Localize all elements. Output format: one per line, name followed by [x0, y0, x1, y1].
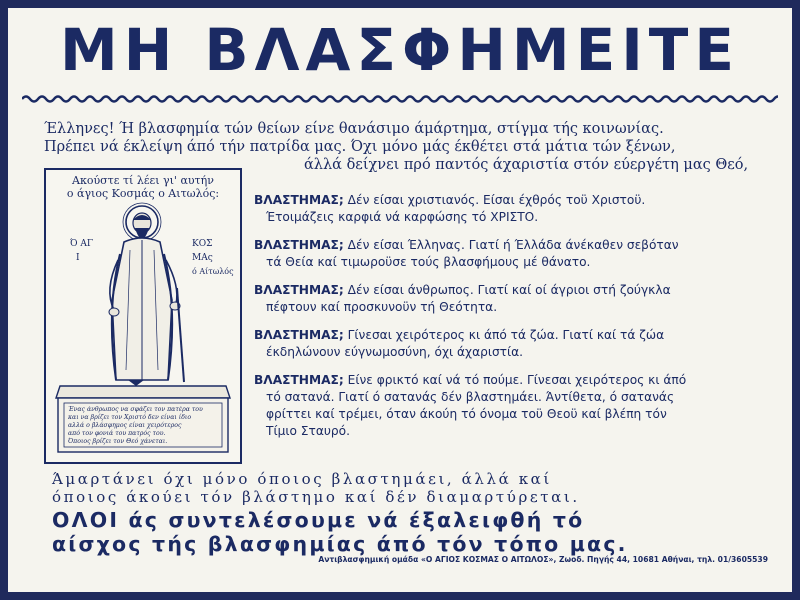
point-item [254, 372, 774, 440]
plaque-line: Ένας άνθρωπος να σφάζει τον πατέρα του [68, 406, 203, 413]
call-to-action [52, 508, 772, 556]
svg-text:ό Αίτωλός: ό Αίτωλός [192, 267, 234, 276]
plaque-line: και να βρίζει τον Χριστό δεν είναι ίδιο [68, 414, 192, 421]
intro-paragraph [44, 120, 774, 174]
point-key: ΒΛΑΣΤΗΜΑΣ; [254, 328, 344, 342]
point-text: πέφτουν καί προσκυνοϋν τή Θεότητα. [266, 300, 498, 314]
point-item [254, 237, 774, 271]
caption-line: ο άγιος Κοσμάς ο Αιτωλός: [66, 187, 220, 200]
point-key: ΒΛΑΣΤΗΜΑΣ; [254, 283, 344, 297]
call-line: αίσχος τής βλασφημίας άπό τόν τόπο μας. [52, 532, 628, 556]
point-item [254, 282, 774, 316]
point-text: Είνε φρικτό καί νά τό πούμε. Γίνεσαι χειρότερος κι άπό [347, 373, 687, 387]
points-list [254, 192, 774, 451]
svg-text:Ό ΑΓ: Ό ΑΓ [70, 239, 94, 249]
point-text: Δέν είσαι χριστιανός. Είσαι έχθρός τοϋ Χριστοϋ. [347, 193, 646, 207]
svg-text:ΚΟΣ: ΚΟΣ [192, 239, 213, 249]
poster [8, 8, 792, 592]
point-text: έκδηλώνουν εύγνωμοσύνη, όχι άχαριστία. [266, 345, 524, 359]
intro-line: Έλληνες! Ή βλασφημία τών θείων είνε θανάσιμο άμάρτημα, στίγμα τής κοινωνίας. [44, 121, 664, 137]
intro-line: άλλά δείχνει πρό παντός άχαριστία στόν εύεργέτη μας Θεό, [304, 157, 749, 173]
point-text: τό σατανά. Γιατί ό σατανάς δέν βλαστημάει. Άντίθετα, ό σατανάς [266, 390, 675, 404]
saint-illustration [44, 168, 242, 464]
caption-line: Ακούστε τί λέει γι' αυτήν [72, 174, 214, 187]
plaque-text [68, 406, 220, 446]
point-key: ΒΛΑΣΤΗΜΑΣ; [254, 373, 344, 387]
plaque-line: Όποιος βρίζει τον Θεό χάνεται. [68, 438, 168, 445]
point-item [254, 327, 774, 361]
point-text: Γίνεσαι χειρότερος κι άπό τά ζώα. Γιατί καί τά ζώα [347, 328, 665, 342]
wavy-divider [22, 94, 778, 104]
point-text: Έτοιμάζεις καρφιά νά καρφώσης τό ΧΡΙΣΤΟ. [266, 210, 539, 224]
point-text: Δέν είσαι Έλληνας. Γιατί ή Έλλάδα άνέκαθεν σεβόταν [347, 238, 679, 252]
svg-text:Ι: Ι [76, 253, 80, 263]
footer-credit: Αντιβλασφημική ομάδα «Ο ΑΓΙΟΣ ΚΟΣΜΑΣ Ο ΑΙΤΩΛΟΣ», Ζωοδ. Πηγής 44, 10681 Αθήναι, τηλ. 01/3605539 [318, 555, 768, 564]
intro-line: Πρέπει νά έκλείψη άπό τήν πατρίδα μας. Όχι μόνο μάς έκθέτει στά μάτια τών ξένων, [44, 139, 676, 155]
plaque-line: από τον φονιά του πατρός του. [68, 430, 166, 437]
point-text: φρίττει καί τρέμει, όταν άκούη τό όνομα τοϋ Θεοϋ καί βλέπη τόν [266, 407, 667, 421]
warning-paragraph [52, 470, 772, 506]
poster-title: ΜΗ ΒΛΑΣΦΗΜΕΙΤΕ [59, 16, 740, 84]
warning-line: Άμαρτάνει όχι μόνο όποιος βλαστημάει, άλλά καί [52, 470, 552, 488]
plaque-line: αλλά ο βλάσφημος είναι χειρότερος [68, 422, 182, 429]
point-key: ΒΛΑΣΤΗΜΑΣ; [254, 193, 344, 207]
point-text: τά Θεία καί τιμωροϋσε τούς βλασφήμους μέ θάνατο. [266, 255, 591, 269]
point-text: Δέν είσαι άνθρωπος. Γιατί καί οί άγριοι στή ζούγκλα [347, 283, 671, 297]
warning-line: όποιος άκούει τόν βλάστημο καί δέν διαμαρτύρεται. [52, 488, 580, 506]
point-item [254, 192, 774, 226]
point-text: Τίμιο Σταυρό. [266, 424, 350, 438]
point-key: ΒΛΑΣΤΗΜΑΣ; [254, 238, 344, 252]
call-line: ΟΛΟΙ άς συντελέσουμε νά έξαλειφθή τό [52, 508, 585, 532]
svg-text:ΜΑς: ΜΑς [192, 253, 213, 263]
